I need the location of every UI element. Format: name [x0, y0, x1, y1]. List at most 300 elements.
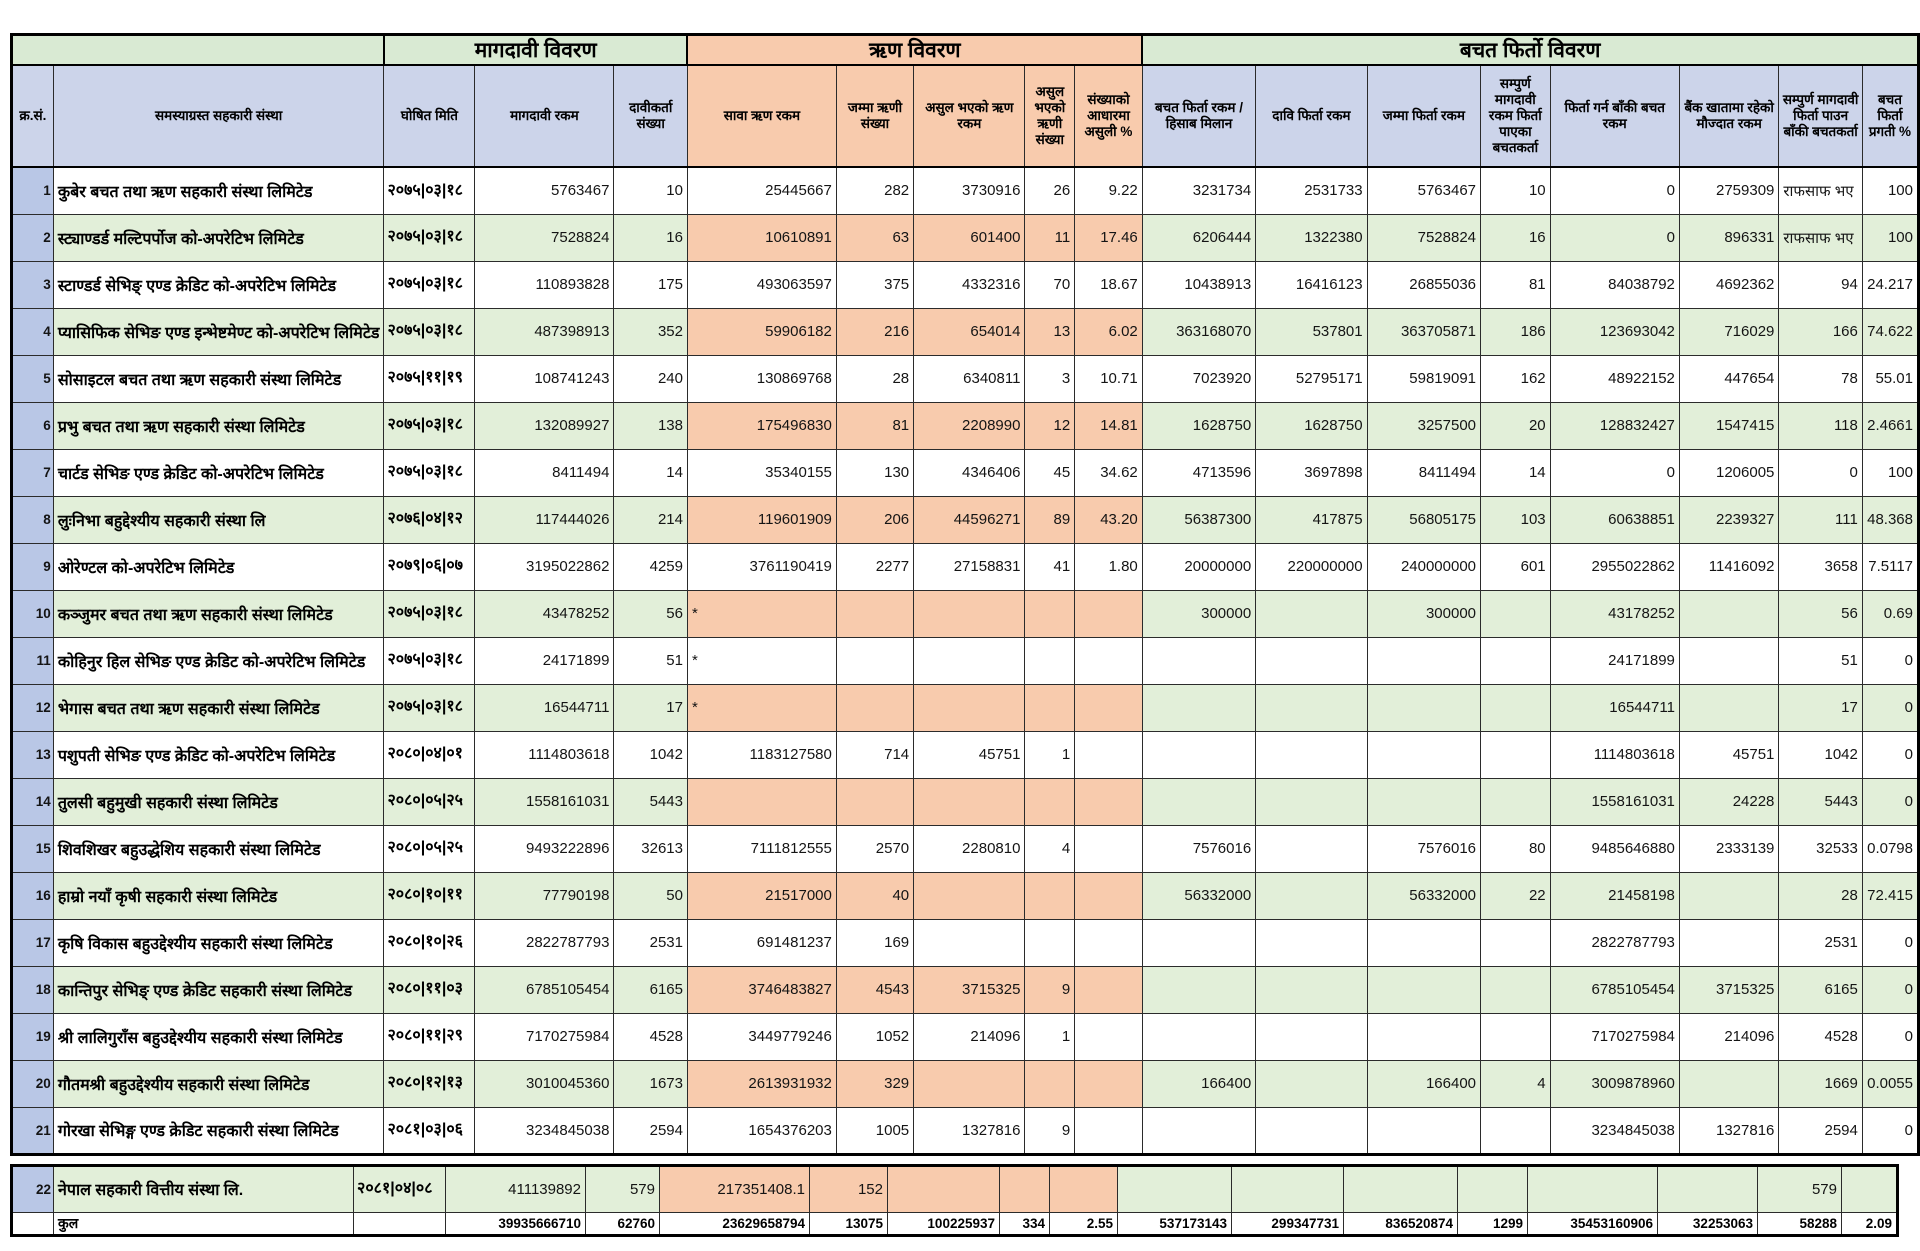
value-cell: [1075, 919, 1143, 966]
value-cell: 579: [1758, 1165, 1842, 1212]
value-cell: 70: [1025, 261, 1075, 308]
table-row: [12, 966, 1919, 1013]
institution-cell: गौतमश्री बहुउद्देश्यीय सहकारी संस्था लिमिटेड: [53, 1060, 384, 1107]
value-cell: 20000000: [1142, 543, 1255, 590]
value-cell: [836, 778, 913, 825]
row-number-cell: 9: [12, 543, 54, 590]
value-cell: 24.217: [1862, 261, 1918, 308]
institution-cell: पशुपती सेभिङ एण्ड क्रेडिट को-अपरेटिभ लिमिटेड: [53, 731, 384, 778]
table-row: [12, 1060, 1919, 1107]
value-cell: [1142, 684, 1255, 731]
value-cell: 56: [614, 590, 688, 637]
value-cell: 81: [1481, 261, 1551, 308]
row-number-cell: 1: [12, 167, 54, 214]
value-cell: 20: [1481, 402, 1551, 449]
table-row: [12, 355, 1919, 402]
value-cell: 7170275984: [1550, 1013, 1679, 1060]
value-cell: 10.71: [1075, 355, 1143, 402]
value-cell: [1256, 684, 1367, 731]
value-cell: 2.55: [1050, 1212, 1118, 1235]
value-cell: 714: [836, 731, 913, 778]
value-cell: 1628750: [1256, 402, 1367, 449]
row-number-cell: 22: [12, 1165, 54, 1212]
value-cell: 6.02: [1075, 308, 1143, 355]
value-cell: [1481, 590, 1551, 637]
value-cell: 100225937: [888, 1212, 1000, 1235]
value-cell: 3234845038: [1550, 1107, 1679, 1154]
value-cell: [1075, 1013, 1143, 1060]
row-number-cell: 4: [12, 308, 54, 355]
value-cell: [1679, 919, 1779, 966]
row-number-cell: 21: [12, 1107, 54, 1154]
value-cell: 94: [1779, 261, 1862, 308]
value-cell: 166400: [1367, 1060, 1480, 1107]
date-cell: २०८०|११|०३: [384, 966, 475, 1013]
institution-cell: ओरेण्टल को-अपरेटिभ लिमिटेड: [53, 543, 384, 590]
value-cell: 716029: [1679, 308, 1779, 355]
value-cell: 0: [1862, 731, 1918, 778]
value-cell: [1842, 1165, 1898, 1212]
row-number-cell: 7: [12, 449, 54, 496]
value-cell: 175496830: [687, 402, 836, 449]
value-cell: 130: [836, 449, 913, 496]
date-cell: २०८१|०४|०८: [354, 1165, 446, 1212]
value-cell: 0: [1550, 449, 1679, 496]
value-cell: 166400: [1142, 1060, 1255, 1107]
value-cell: 537173143: [1118, 1212, 1232, 1235]
institution-cell: प्यासिफिक सेभिङ एण्ड इन्भेष्टमेण्ट को-अपरेटिभ लिमिटेड: [53, 308, 384, 355]
date-cell: २०८१|०३|०६: [384, 1107, 475, 1154]
row-number-cell: 13: [12, 731, 54, 778]
value-cell: 6340811: [914, 355, 1025, 402]
value-cell: 24171899: [475, 637, 614, 684]
value-cell: 26: [1025, 167, 1075, 214]
value-cell: 1547415: [1679, 402, 1779, 449]
value-cell: 417875: [1256, 496, 1367, 543]
value-cell: 896331: [1679, 214, 1779, 261]
value-cell: [1075, 731, 1143, 778]
column-header-recovered-borrowers: असुल भएको ऋणी संख्या: [1025, 65, 1075, 167]
value-cell: 16416123: [1256, 261, 1367, 308]
institution-cell: कञ्जुमर बचत तथा ऋण सहकारी संस्था लिमिटेड: [53, 590, 384, 637]
value-cell: 334: [1000, 1212, 1050, 1235]
column-header-declared-date: घोषित मिति: [384, 65, 475, 167]
value-cell: [1075, 966, 1143, 1013]
institution-cell: हाम्रो नयाँ कृषी सहकारी संस्था लिमिटेड: [53, 872, 384, 919]
value-cell: [1367, 637, 1480, 684]
value-cell: 55.01: [1862, 355, 1918, 402]
value-cell: [836, 684, 913, 731]
value-cell: 48922152: [1550, 355, 1679, 402]
table-row: [12, 214, 1919, 261]
group-header-loan: ऋण विवरण: [687, 35, 1142, 66]
institution-cell: स्टाण्डर्ड सेभिङ् एण्ड क्रेडिट को-अपरेटिभ लिमिटेड: [53, 261, 384, 308]
value-cell: 2613931932: [687, 1060, 836, 1107]
value-cell: 2955022862: [1550, 543, 1679, 590]
value-cell: [914, 778, 1025, 825]
value-cell: 4543: [836, 966, 913, 1013]
value-cell: 41: [1025, 543, 1075, 590]
institution-cell: शिवशिखर बहुउद्धेशिय सहकारी संस्था लिमिटेड: [53, 825, 384, 872]
date-cell: २०७९|०६|०७: [384, 543, 475, 590]
value-cell: [1025, 919, 1075, 966]
value-cell: 1: [1025, 1013, 1075, 1060]
row-number-cell: 19: [12, 1013, 54, 1060]
value-cell: 26855036: [1367, 261, 1480, 308]
value-cell: 56332000: [1142, 872, 1255, 919]
value-cell: 0: [1862, 1013, 1918, 1060]
value-cell: [1367, 778, 1480, 825]
value-cell: 1005: [836, 1107, 913, 1154]
value-cell: [1256, 966, 1367, 1013]
value-cell: 3231734: [1142, 167, 1255, 214]
spreadsheet: [10, 33, 1920, 1237]
value-cell: 0.0798: [1862, 825, 1918, 872]
date-cell: २०८०|०५|२५: [384, 825, 475, 872]
value-cell: [888, 1165, 1000, 1212]
value-cell: 601400: [914, 214, 1025, 261]
value-cell: [1528, 1165, 1658, 1212]
value-cell: 4: [1481, 1060, 1551, 1107]
value-cell: 166: [1779, 308, 1862, 355]
table-row: [12, 1165, 1898, 1212]
value-cell: 329: [836, 1060, 913, 1107]
value-cell: 130869768: [687, 355, 836, 402]
value-cell: 0: [1550, 167, 1679, 214]
group-header-blank: [12, 35, 384, 66]
value-cell: 9493222896: [475, 825, 614, 872]
value-cell: 58288: [1758, 1212, 1842, 1235]
value-cell: [1481, 1013, 1551, 1060]
value-cell: 45: [1025, 449, 1075, 496]
value-cell: 32253063: [1658, 1212, 1758, 1235]
value-cell: 27158831: [914, 543, 1025, 590]
value-cell: 8411494: [1367, 449, 1480, 496]
value-cell: [1367, 684, 1480, 731]
value-cell: 4713596: [1142, 449, 1255, 496]
value-cell: 3234845038: [475, 1107, 614, 1154]
value-cell: 537801: [1256, 308, 1367, 355]
value-cell: 3715325: [914, 966, 1025, 1013]
value-cell: [1679, 590, 1779, 637]
value-cell: [1679, 637, 1779, 684]
institution-cell: श्री लालिगुराँस बहुउद्देश्यीय सहकारी संस्था लिमिटेड: [53, 1013, 384, 1060]
value-cell: [1344, 1165, 1458, 1212]
value-cell: 7023920: [1142, 355, 1255, 402]
value-cell: [1458, 1165, 1528, 1212]
value-cell: 3009878960: [1550, 1060, 1679, 1107]
value-cell: 601: [1481, 543, 1551, 590]
value-cell: 2280810: [914, 825, 1025, 872]
value-cell: 240000000: [1367, 543, 1480, 590]
value-cell: 22: [1481, 872, 1551, 919]
value-cell: 447654: [1679, 355, 1779, 402]
column-header-fully-refunded-savers: सम्पुर्ण मागदावी रकम फिर्ता पाएका बचतकर्ता: [1481, 65, 1551, 167]
value-cell: 1114803618: [475, 731, 614, 778]
value-cell: [1232, 1165, 1344, 1212]
value-cell: 493063597: [687, 261, 836, 308]
table-row: [12, 449, 1919, 496]
value-cell: 1042: [1779, 731, 1862, 778]
value-cell: 5443: [614, 778, 688, 825]
value-cell: 4: [1025, 825, 1075, 872]
value-cell: 2594: [614, 1107, 688, 1154]
value-cell: 7528824: [475, 214, 614, 261]
value-cell: 186: [1481, 308, 1551, 355]
date-cell: २०८०|१०|२६: [384, 919, 475, 966]
column-header-total-borrowers: जम्मा ऋणी संख्या: [836, 65, 913, 167]
table-row: [12, 402, 1919, 449]
institution-cell: कान्तिपुर सेभिङ् एण्ड क्रेडिट सहकारी संस्था लिमिटेड: [53, 966, 384, 1013]
value-cell: 691481237: [687, 919, 836, 966]
column-header-claimants: दावीकर्ता संख्या: [614, 65, 688, 167]
value-cell: 4332316: [914, 261, 1025, 308]
value-cell: 89: [1025, 496, 1075, 543]
value-cell: 7528824: [1367, 214, 1480, 261]
table-row: [12, 872, 1919, 919]
value-cell: [1075, 637, 1143, 684]
value-cell: [1075, 778, 1143, 825]
date-cell: २०८०|०५|२५: [384, 778, 475, 825]
value-cell: 4259: [614, 543, 688, 590]
value-cell: 217351408.1: [660, 1165, 810, 1212]
date-cell: २०७५|०३|१८: [384, 214, 475, 261]
value-cell: 32613: [614, 825, 688, 872]
date-cell: २०७५|०३|१८: [384, 449, 475, 496]
value-cell: [1481, 637, 1551, 684]
value-cell: 10: [614, 167, 688, 214]
value-cell: 2.4661: [1862, 402, 1918, 449]
value-cell: 352: [614, 308, 688, 355]
table-row: [12, 684, 1919, 731]
value-cell: 487398913: [475, 308, 614, 355]
value-cell: 220000000: [1256, 543, 1367, 590]
column-header-serial: क्र.सं.: [12, 65, 54, 167]
value-cell: 18.67: [1075, 261, 1143, 308]
value-cell: 59819091: [1367, 355, 1480, 402]
date-cell: २०७५|०३|१८: [384, 308, 475, 355]
value-cell: [1481, 1107, 1551, 1154]
value-cell: [1142, 778, 1255, 825]
value-cell: 9.22: [1075, 167, 1143, 214]
row-number-cell: 16: [12, 872, 54, 919]
value-cell: [1367, 919, 1480, 966]
value-cell: [1481, 684, 1551, 731]
value-cell: 216: [836, 308, 913, 355]
value-cell: 1654376203: [687, 1107, 836, 1154]
value-cell: राफसाफ भए: [1779, 214, 1862, 261]
value-cell: [1142, 731, 1255, 778]
value-cell: 77790198: [475, 872, 614, 919]
value-cell: 299347731: [1232, 1212, 1344, 1235]
value-cell: [1025, 684, 1075, 731]
value-cell: 1558161031: [1550, 778, 1679, 825]
value-cell: [1256, 778, 1367, 825]
value-cell: 100: [1862, 449, 1918, 496]
value-cell: [1075, 684, 1143, 731]
value-cell: [1658, 1165, 1758, 1212]
value-cell: 1183127580: [687, 731, 836, 778]
institution-cell: भेगास बचत तथा ऋण सहकारी संस्था लिमिटेड: [53, 684, 384, 731]
value-cell: 282: [836, 167, 913, 214]
value-cell: 0: [1862, 637, 1918, 684]
table-row: [12, 1107, 1919, 1154]
value-cell: [1256, 637, 1367, 684]
value-cell: 9: [1025, 1107, 1075, 1154]
row-number-cell: 11: [12, 637, 54, 684]
value-cell: *: [687, 684, 836, 731]
value-cell: 363168070: [1142, 308, 1255, 355]
institution-cell: कोहिनुर हिल सेभिङ एण्ड क्रेडिट को-अपरेटिभ लिमिटेड: [53, 637, 384, 684]
value-cell: 1673: [614, 1060, 688, 1107]
value-cell: 7576016: [1142, 825, 1255, 872]
value-cell: 11: [1025, 214, 1075, 261]
value-cell: 836520874: [1344, 1212, 1458, 1235]
table-row: [12, 919, 1919, 966]
value-cell: 2570: [836, 825, 913, 872]
value-cell: 84038792: [1550, 261, 1679, 308]
value-cell: [1075, 590, 1143, 637]
row-number-cell: 20: [12, 1060, 54, 1107]
total-row: [12, 1212, 1898, 1235]
value-cell: 162: [1481, 355, 1551, 402]
value-cell: *: [687, 590, 836, 637]
value-cell: 48.368: [1862, 496, 1918, 543]
institution-cell: लुःनिभा बहुद्देश्यीय सहकारी संस्था लि: [53, 496, 384, 543]
value-cell: 51: [614, 637, 688, 684]
row-number-cell: 14: [12, 778, 54, 825]
value-cell: 56: [1779, 590, 1862, 637]
value-cell: 128832427: [1550, 402, 1679, 449]
institution-cell: नेपाल सहकारी वित्तीय संस्था लि.: [54, 1165, 354, 1212]
value-cell: [1142, 1013, 1255, 1060]
institution-cell: कुबेर बचत तथा ऋण सहकारी संस्था लिमिटेड: [53, 167, 384, 214]
row-number-cell: 10: [12, 590, 54, 637]
value-cell: 13: [1025, 308, 1075, 355]
value-cell: 1327816: [1679, 1107, 1779, 1154]
institution-cell: चार्टड सेभिङ एण्ड क्रेडिट को-अपरेटिभ लिमिटेड: [53, 449, 384, 496]
table-row: [12, 637, 1919, 684]
value-cell: 169: [836, 919, 913, 966]
column-header-claim-refund: दावि फिर्ता रकम: [1256, 65, 1367, 167]
value-cell: 1322380: [1256, 214, 1367, 261]
table-row: [12, 778, 1919, 825]
table-row: [12, 261, 1919, 308]
value-cell: [1367, 1107, 1480, 1154]
value-cell: 111: [1779, 496, 1862, 543]
date-cell: २०८०|११|२९: [384, 1013, 475, 1060]
value-cell: 14: [1481, 449, 1551, 496]
value-cell: 0: [1862, 919, 1918, 966]
value-cell: 7.5117: [1862, 543, 1918, 590]
value-cell: [836, 590, 913, 637]
cooperatives-main-table: [10, 33, 1920, 1156]
column-header-refund-progress-percent: बचत फिर्ता प्रगती %: [1862, 65, 1918, 167]
value-cell: [1256, 825, 1367, 872]
value-cell: [1679, 1060, 1779, 1107]
value-cell: 2.09: [1842, 1212, 1898, 1235]
value-cell: 16544711: [1550, 684, 1679, 731]
column-header-bank-balance: बैंक खातामा रहेको मौज्दात रकम: [1679, 65, 1779, 167]
value-cell: 4528: [1779, 1013, 1862, 1060]
value-cell: 16: [1481, 214, 1551, 261]
institution-cell: प्रभु बचत तथा ऋण सहकारी संस्था लिमिटेड: [53, 402, 384, 449]
value-cell: 214096: [914, 1013, 1025, 1060]
group-header-row: [12, 35, 1919, 66]
value-cell: 0.0055: [1862, 1060, 1918, 1107]
value-cell: 363705871: [1367, 308, 1480, 355]
value-cell: 45751: [914, 731, 1025, 778]
value-cell: राफसाफ भए: [1779, 167, 1862, 214]
value-cell: 138: [614, 402, 688, 449]
value-cell: 3449779246: [687, 1013, 836, 1060]
detached-rows-table: [10, 1164, 1899, 1237]
column-header-row: [12, 65, 1919, 167]
value-cell: 28: [836, 355, 913, 402]
value-cell: 40: [836, 872, 913, 919]
value-cell: 0: [1779, 449, 1862, 496]
value-cell: 2531: [614, 919, 688, 966]
value-cell: [914, 1060, 1025, 1107]
value-cell: 3730916: [914, 167, 1025, 214]
value-cell: 375: [836, 261, 913, 308]
date-cell: २०७५|०३|१८: [384, 637, 475, 684]
value-cell: [1142, 919, 1255, 966]
value-cell: 35340155: [687, 449, 836, 496]
value-cell: [914, 684, 1025, 731]
value-cell: 1327816: [914, 1107, 1025, 1154]
value-cell: 1: [1025, 731, 1075, 778]
value-cell: 6785105454: [1550, 966, 1679, 1013]
value-cell: [1142, 637, 1255, 684]
value-cell: 17: [614, 684, 688, 731]
value-cell: 214096: [1679, 1013, 1779, 1060]
date-cell: २०७५|०३|१८: [384, 402, 475, 449]
group-header-claim: मागदावी विवरण: [384, 35, 688, 66]
value-cell: [1025, 590, 1075, 637]
institution-cell: सोसाइटल बचत तथा ऋण सहकारी संस्था लिमिटेड: [53, 355, 384, 402]
value-cell: 132089927: [475, 402, 614, 449]
column-header-claim-amount: मागदावी रकम: [475, 65, 614, 167]
value-cell: 11416092: [1679, 543, 1779, 590]
value-cell: 2333139: [1679, 825, 1779, 872]
value-cell: 10610891: [687, 214, 836, 261]
value-cell: [1025, 637, 1075, 684]
value-cell: 14: [614, 449, 688, 496]
value-cell: 0: [1862, 778, 1918, 825]
value-cell: 1206005: [1679, 449, 1779, 496]
date-cell: २०७५|०३|१८: [384, 167, 475, 214]
value-cell: 108741243: [475, 355, 614, 402]
value-cell: 4692362: [1679, 261, 1779, 308]
value-cell: [687, 778, 836, 825]
value-cell: 14.81: [1075, 402, 1143, 449]
table-row: [12, 308, 1919, 355]
value-cell: [1256, 919, 1367, 966]
row-number-cell: 8: [12, 496, 54, 543]
institution-cell: कुल: [54, 1212, 354, 1235]
value-cell: 175: [614, 261, 688, 308]
value-cell: [1481, 778, 1551, 825]
value-cell: *: [687, 637, 836, 684]
value-cell: 7170275984: [475, 1013, 614, 1060]
value-cell: 13075: [810, 1212, 888, 1235]
value-cell: 0: [1550, 214, 1679, 261]
date-cell: २०७५|०३|१८: [384, 590, 475, 637]
row-number-cell: 3: [12, 261, 54, 308]
value-cell: 39935666710: [446, 1212, 586, 1235]
value-cell: 117444026: [475, 496, 614, 543]
